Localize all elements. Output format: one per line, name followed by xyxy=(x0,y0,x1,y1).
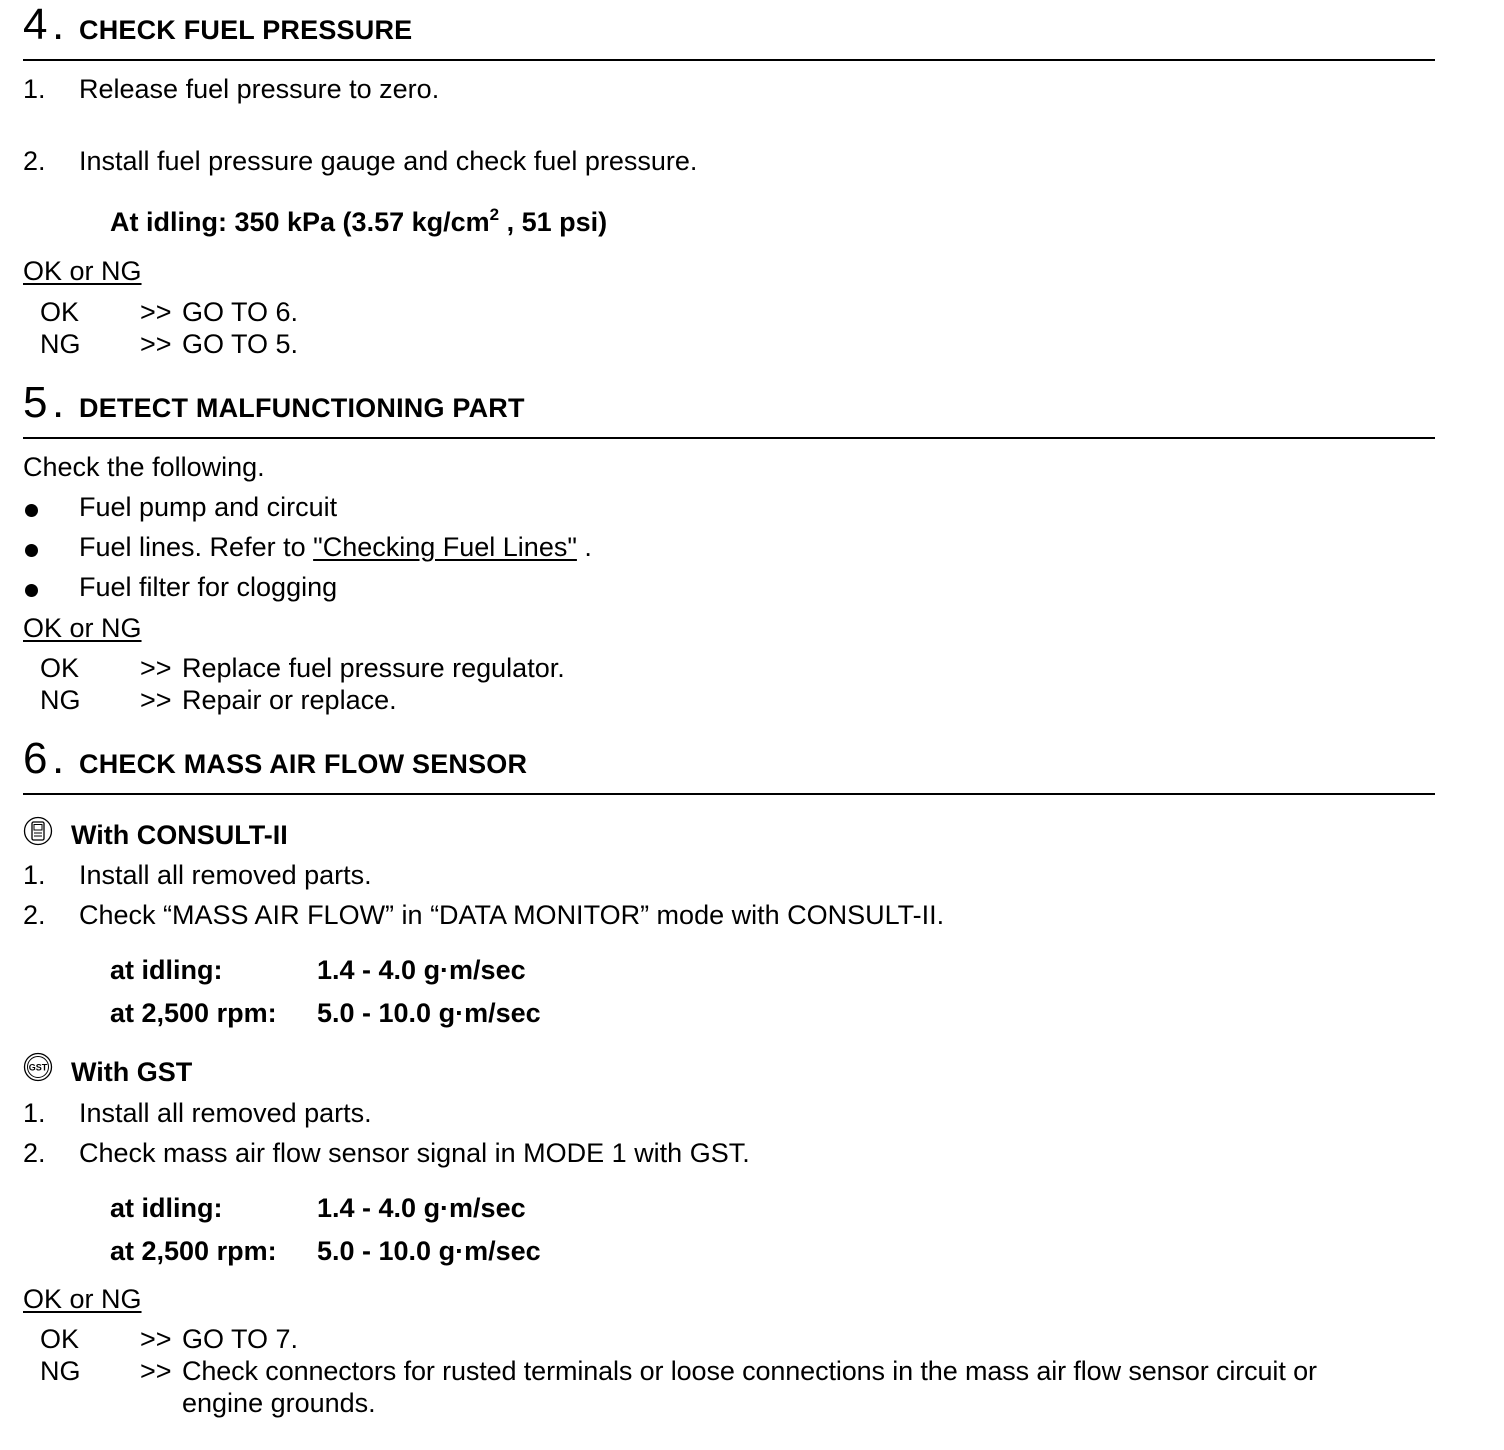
section-number-dot: . xyxy=(52,0,65,49)
section-divider xyxy=(23,793,1435,795)
checking-fuel-lines-link[interactable]: "Checking Fuel Lines" xyxy=(313,532,577,562)
spec-value: 1.4 - 4.0 g·m/sec xyxy=(317,1193,526,1223)
result-arrow: >> xyxy=(140,685,172,715)
result-ok-action: GO TO 7. xyxy=(182,1324,299,1354)
section-divider xyxy=(23,59,1435,61)
result-arrow: >> xyxy=(140,1324,172,1354)
section-number-dot: . xyxy=(52,378,65,427)
result-ok-action: GO TO 6. xyxy=(182,297,299,327)
section-number: 6 xyxy=(23,734,48,783)
gst-icon xyxy=(23,1052,53,1082)
step-text: Check mass air flow sensor signal in MODE 1 with GST. xyxy=(79,1138,750,1168)
svg-text:GST: GST xyxy=(28,1062,48,1073)
bullet-item: Fuel lines. Refer to "Checking Fuel Lines" . xyxy=(79,532,592,562)
step-text: Install fuel pressure gauge and check fuel pressure. xyxy=(79,146,698,176)
section-title: CHECK FUEL PRESSURE xyxy=(79,15,413,45)
result-ng-key: NG xyxy=(40,329,81,359)
section-title: DETECT MALFUNCTIONING PART xyxy=(79,393,525,423)
bullet-dot xyxy=(25,544,38,557)
result-ng-key: NG xyxy=(40,685,81,715)
spec-condition: at 2,500 rpm: xyxy=(110,1236,277,1266)
section-number: 5 xyxy=(23,378,48,427)
result-ng-action: GO TO 5. xyxy=(182,329,299,359)
result-ok-key: OK xyxy=(40,297,80,327)
result-ng-key: NG xyxy=(40,1356,81,1386)
bullet-dot xyxy=(25,584,38,597)
result-ng-action-continued: engine grounds. xyxy=(182,1388,376,1418)
result-arrow: >> xyxy=(140,653,172,683)
check-intro: Check the following. xyxy=(23,452,265,482)
with-consult-label: With CONSULT-II xyxy=(71,820,288,850)
section-6-header xyxy=(23,734,1435,797)
result-ok-key: OK xyxy=(40,653,80,683)
step-number: 2. xyxy=(23,900,46,930)
ok-or-ng-heading: OK or NG xyxy=(23,256,142,286)
result-arrow: >> xyxy=(140,329,172,359)
result-ng-action: Check connectors for rusted terminals or loose connections in the mass air flow sensor circuit or xyxy=(182,1356,1317,1386)
result-ok-action: Replace fuel pressure regulator. xyxy=(182,653,565,683)
with-gst-label: With GST xyxy=(71,1057,193,1087)
ok-or-ng-heading: OK or NG xyxy=(23,613,142,643)
ok-or-ng-heading: OK or NG xyxy=(23,1284,142,1314)
spec-value: 5.0 - 10.0 g·m/sec xyxy=(317,998,541,1028)
spec-condition: at 2,500 rpm: xyxy=(110,998,277,1028)
result-arrow: >> xyxy=(140,1356,172,1386)
step-text: Install all removed parts. xyxy=(79,860,372,890)
bullet-item: Fuel pump and circuit xyxy=(79,492,338,522)
step-number: 1. xyxy=(23,1098,46,1128)
consult-ii-icon xyxy=(23,816,53,846)
result-ok-key: OK xyxy=(40,1324,80,1354)
step-text: Install all removed parts. xyxy=(79,1098,372,1128)
section-title: CHECK MASS AIR FLOW SENSOR xyxy=(79,749,528,779)
step-number: 2. xyxy=(23,146,46,176)
step-text: Release fuel pressure to zero. xyxy=(79,74,440,104)
step-text: Check “MASS AIR FLOW” in “DATA MONITOR” mode with CONSULT-II. xyxy=(79,900,945,930)
section-number: 4 xyxy=(23,0,48,49)
step-number: 1. xyxy=(23,74,46,104)
section-5-header xyxy=(23,378,1435,441)
fuel-pressure-spec: At idling: 350 kPa (3.57 $kg/cm^2$ , 51 psi) xyxy=(110,205,608,237)
spec-value: 1.4 - 4.0 g·m/sec xyxy=(317,955,526,985)
section-number-dot: . xyxy=(52,734,65,783)
result-arrow: >> xyxy=(140,297,172,327)
bullet-dot xyxy=(25,504,38,517)
section-4-header xyxy=(23,0,1435,63)
spec-value: 5.0 - 10.0 g·m/sec xyxy=(317,1236,541,1266)
spec-condition: at idling: xyxy=(110,955,223,985)
step-number: 2. xyxy=(23,1138,46,1168)
result-ng-action: Repair or replace. xyxy=(182,685,397,715)
section-divider xyxy=(23,437,1435,439)
bullet-item: Fuel filter for clogging xyxy=(79,572,338,602)
step-number: 1. xyxy=(23,860,46,890)
spec-condition: at idling: xyxy=(110,1193,223,1223)
